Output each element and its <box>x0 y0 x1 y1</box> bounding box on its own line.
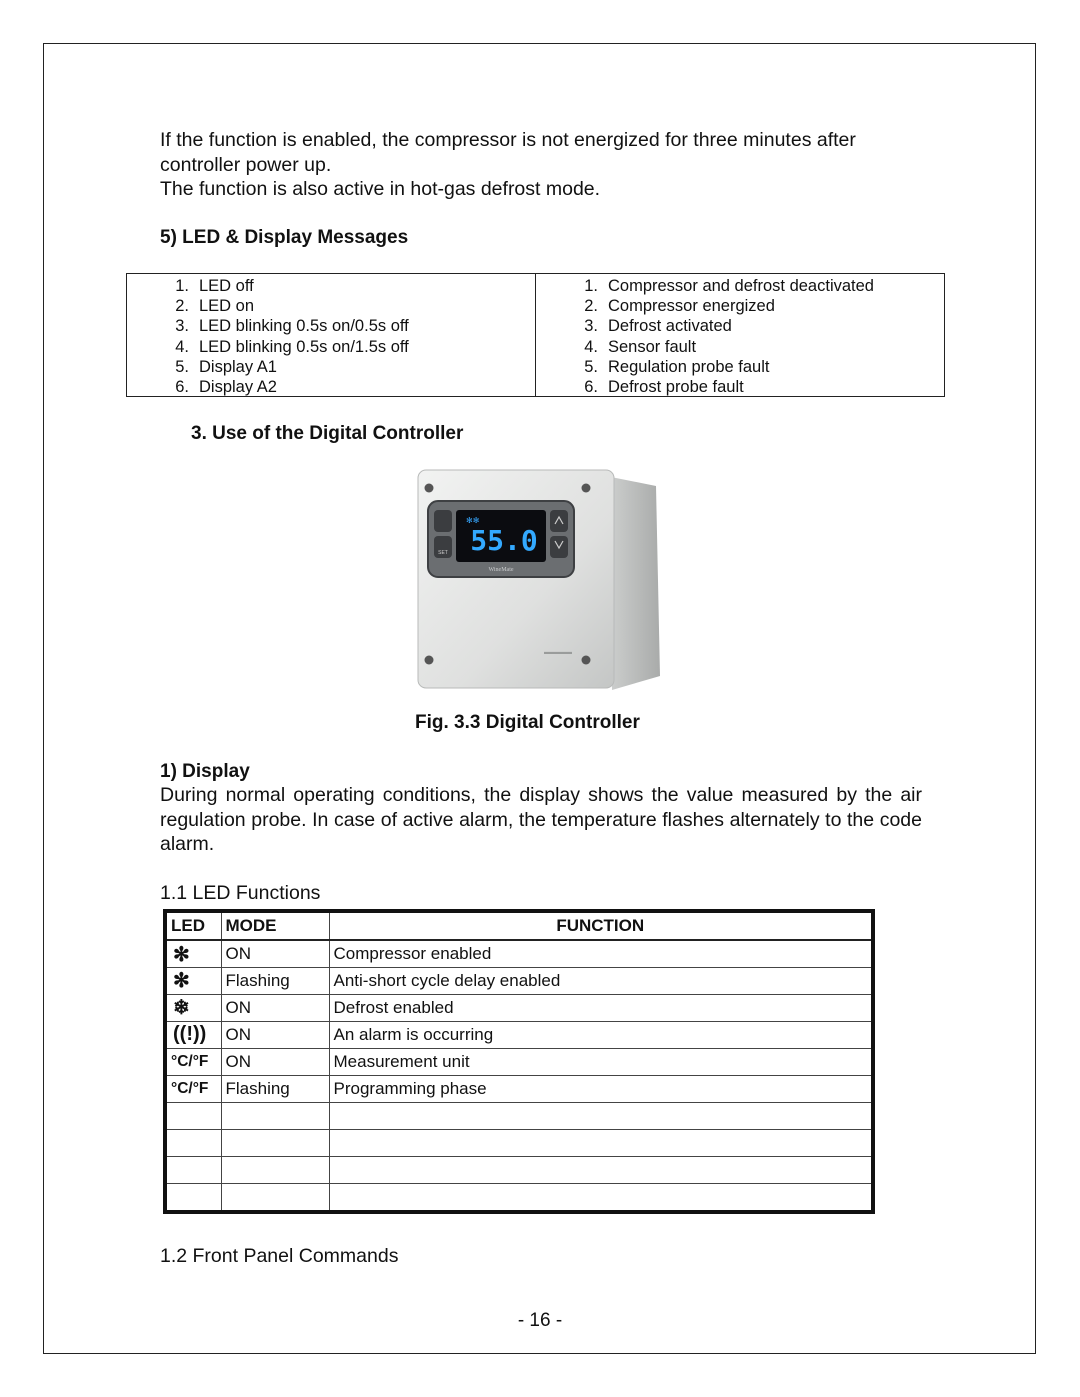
empty-cell <box>165 1183 221 1212</box>
section-heading-display: 1) Display <box>160 761 250 782</box>
intro-paragraph: If the function is enabled, the compressor is not energized for three minutes after controller power up. <box>160 129 856 176</box>
empty-table-row <box>165 1102 873 1129</box>
section-heading-use-controller: 3. Use of the Digital Controller <box>191 423 464 444</box>
list-text: Compressor and defrost deactivated <box>608 277 874 295</box>
left-item <box>127 276 535 296</box>
column-header-function: FUNCTION <box>329 911 873 940</box>
list-number: 3. <box>175 317 189 336</box>
digital-controller-photo <box>416 468 664 693</box>
set-button-label: SET <box>438 550 448 556</box>
empty-cell <box>165 1129 221 1156</box>
figure-caption: Fig. 3.3 Digital Controller <box>415 712 640 733</box>
table-row <box>165 1021 873 1048</box>
left-item <box>127 296 535 316</box>
function-cell: Programming phase <box>329 1075 873 1102</box>
led-functions-table <box>163 909 875 1214</box>
left-item <box>127 377 535 397</box>
section-heading-led-display: 5) LED & Display Messages <box>160 227 409 248</box>
led-cell: ❄ <box>165 994 221 1021</box>
led-functions-heading: 1.1 LED Functions <box>160 882 321 904</box>
empty-table-row <box>165 1129 873 1156</box>
mode-cell: ON <box>221 940 329 968</box>
led-cell: ✻ <box>165 940 221 968</box>
table-row <box>165 1048 873 1075</box>
empty-cell <box>329 1129 873 1156</box>
right-item <box>536 377 944 397</box>
list-number: 6. <box>175 378 189 397</box>
list-text: Sensor fault <box>608 337 697 356</box>
left-item <box>127 357 535 377</box>
list-number: 1. <box>584 277 598 295</box>
led-cell: ✻ <box>165 968 221 995</box>
list-number: 5. <box>584 357 598 376</box>
empty-cell <box>165 1102 221 1129</box>
mode-cell: ON <box>221 1021 329 1048</box>
list-text: LED blinking 0.5s on/0.5s off <box>199 317 409 336</box>
led-functions-body <box>165 940 873 1212</box>
function-cell: An alarm is occurring <box>329 1021 873 1048</box>
led-states-list <box>127 276 535 397</box>
led-states-column <box>127 274 535 396</box>
mode-cell: ON <box>221 994 329 1021</box>
page-number: - 16 - <box>517 1310 563 1331</box>
list-number: 4. <box>175 337 189 356</box>
right-item <box>536 276 944 296</box>
empty-cell <box>221 1129 329 1156</box>
mode-cell: ON <box>221 1048 329 1075</box>
empty-cell <box>221 1183 329 1212</box>
mode-cell: Flashing <box>221 1075 329 1102</box>
right-item <box>536 337 944 357</box>
table-row <box>165 940 873 968</box>
empty-cell <box>221 1156 329 1183</box>
led-cell: °C/°F <box>165 1048 221 1075</box>
list-text: Regulation probe fault <box>608 357 770 376</box>
list-text: Compressor energized <box>608 297 775 316</box>
empty-cell <box>329 1183 873 1212</box>
led-cell: °C/°F <box>165 1075 221 1102</box>
svg-text:✻✻: ✻✻ <box>466 516 480 525</box>
function-cell: Defrost enabled <box>329 994 873 1021</box>
table-header-row <box>165 911 873 940</box>
function-cell: Anti-short cycle delay enabled <box>329 968 873 995</box>
led-display-messages-table <box>126 273 945 397</box>
column-header-mode: MODE <box>221 911 329 940</box>
list-number: 6. <box>584 378 598 397</box>
list-text: LED on <box>199 297 255 316</box>
list-number: 1. <box>175 277 189 295</box>
controller-display-readout: 55.0 <box>470 524 538 557</box>
table-row <box>165 968 873 995</box>
function-cell: Compressor enabled <box>329 940 873 968</box>
mode-cell: Flashing <box>221 968 329 995</box>
empty-cell <box>329 1156 873 1183</box>
led-cell: ((!)) <box>165 1021 221 1048</box>
left-item <box>127 316 535 336</box>
column-header-led: LED <box>165 911 221 940</box>
right-item <box>536 316 944 336</box>
table-row <box>165 1075 873 1102</box>
controller-brand: WineMate <box>488 567 514 573</box>
empty-cell <box>165 1156 221 1183</box>
list-number: 4. <box>584 337 598 356</box>
intro-paragraph-2: The function is also active in hot-gas defrost mode. <box>160 178 601 200</box>
list-text: Display A1 <box>199 357 277 376</box>
meanings-list <box>536 276 944 397</box>
empty-cell <box>329 1102 873 1129</box>
front-panel-heading: 1.2 Front Panel Commands <box>160 1245 399 1267</box>
list-text: Display A2 <box>199 378 277 397</box>
display-paragraph: During normal operating conditions, the display shows the value measured by the air regulation probe. In case of active alarm, the temperature flashes alternately to the code alarm. <box>160 784 922 855</box>
right-item <box>536 357 944 377</box>
list-number: 2. <box>175 297 189 316</box>
list-number: 2. <box>584 297 598 316</box>
svg-text:▬▬▬▬: ▬▬▬▬ <box>544 649 572 656</box>
table-row <box>165 994 873 1021</box>
right-item <box>536 296 944 316</box>
function-cell: Measurement unit <box>329 1048 873 1075</box>
list-text: Defrost probe fault <box>608 378 744 397</box>
left-item <box>127 337 535 357</box>
list-text: LED blinking 0.5s on/1.5s off <box>199 337 409 356</box>
empty-table-row <box>165 1183 873 1212</box>
empty-table-row <box>165 1156 873 1183</box>
empty-cell <box>221 1102 329 1129</box>
list-text: LED off <box>199 277 254 295</box>
meanings-column <box>535 274 944 396</box>
list-number: 3. <box>584 317 598 336</box>
list-text: Defrost activated <box>608 317 732 336</box>
list-number: 5. <box>175 357 189 376</box>
